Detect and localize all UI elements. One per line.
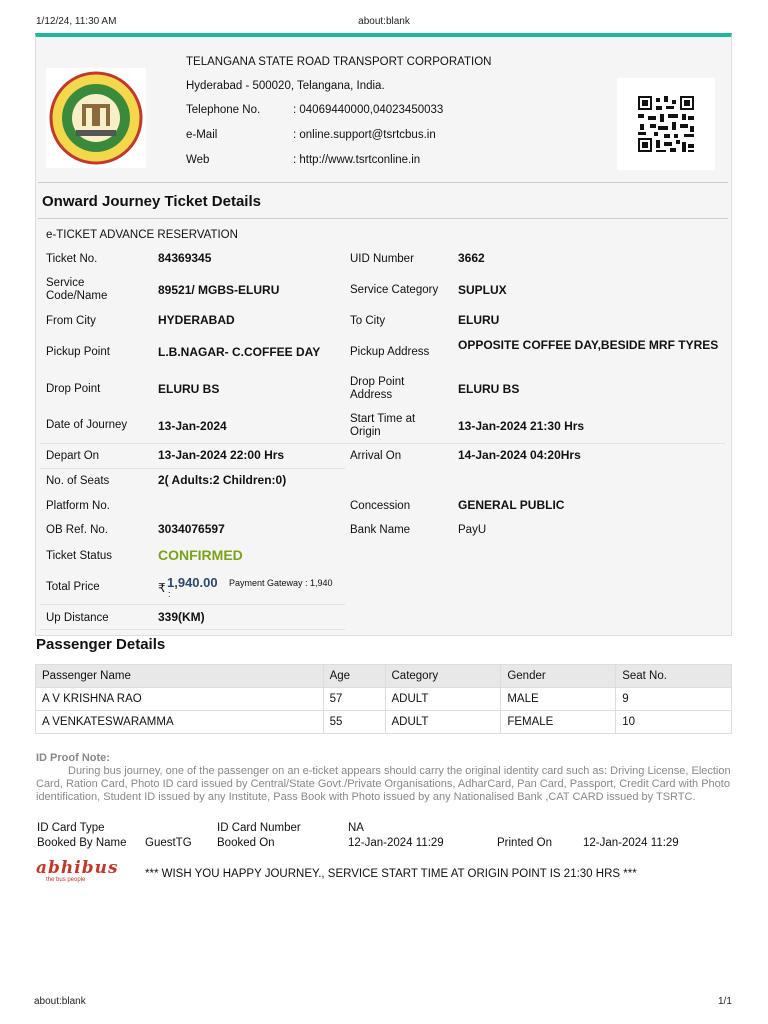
footer-url: about:blank — [34, 996, 86, 1007]
passenger-title: Passenger Details — [36, 636, 166, 653]
web-label: Web — [186, 154, 210, 166]
row-divider — [40, 604, 345, 605]
seats-value: 2( Adults:2 Children:0) — [158, 473, 287, 487]
pickup-address-value: OPPOSITE COFFEE DAY,BESIDE MRF TYRES — [458, 338, 719, 352]
booked-by-value: GuestTG — [145, 837, 192, 849]
id-type-label: ID Card Type — [37, 822, 105, 834]
distance-label: Up Distance — [46, 612, 109, 624]
service-label: Service Code/Name — [46, 277, 108, 302]
gateway-colon: : — [168, 589, 171, 599]
org-address: Hyderabad - 500020, Telangana, India. — [186, 80, 385, 92]
drop-point-value: ELURU BS — [158, 382, 220, 396]
col-seat-no: Seat No. — [616, 665, 732, 688]
table-row — [36, 688, 732, 711]
telephone-value: : 04069440000,04023450033 — [293, 104, 444, 116]
table-row — [36, 711, 732, 734]
telephone-label: Telephone No. — [186, 104, 261, 116]
journey-date-value: 13-Jan-2024 — [158, 419, 227, 433]
from-city-value: HYDERABAD — [158, 313, 235, 327]
printed-on-value: 12-Jan-2024 11:29 — [583, 837, 679, 849]
depart-label: Depart On — [46, 450, 100, 462]
service-value: 89521/ MGBS-ELURU — [158, 283, 280, 297]
uid-label: UID Number — [350, 253, 414, 265]
row-divider — [40, 443, 345, 444]
arrival-value: 14-Jan-2024 04:20Hrs — [458, 448, 581, 462]
rupee-icon: ₹ — [158, 581, 166, 595]
wish-message: *** WISH YOU HAPPY JOURNEY., SERVICE START TIME AT ORIGIN POINT IS 21:30 HRS *** — [145, 868, 637, 880]
pickup-address-label: Pickup Address — [350, 346, 430, 358]
depart-value: 13-Jan-2024 22:00 Hrs — [158, 448, 285, 462]
distance-value: 339(KM) — [158, 610, 205, 624]
row-divider — [40, 468, 345, 469]
title-divider — [38, 218, 728, 219]
drop-point-label: Drop Point — [46, 383, 101, 395]
qr-code — [617, 78, 715, 170]
service-category-label: Service Category — [350, 284, 439, 296]
email-label: e-Mail — [186, 129, 218, 141]
service-category-value: SUPLUX — [458, 283, 507, 297]
col-passenger-name: Passenger Name — [36, 665, 324, 688]
footer-page: 1/1 — [718, 996, 732, 1007]
drop-address-value: ELURU BS — [458, 382, 520, 396]
concession-value: GENERAL PUBLIC — [458, 498, 565, 512]
passenger-name: A VENKATESWARAMMA — [36, 711, 324, 734]
passenger-age: 57 — [323, 688, 385, 711]
from-city-label: From City — [46, 315, 96, 327]
seats-label: No. of Seats — [46, 475, 110, 487]
passenger-gender: FEMALE — [501, 711, 616, 734]
total-price-label: Total Price — [46, 581, 100, 593]
passenger-category: ADULT — [385, 711, 501, 734]
bank-value: PayU — [458, 524, 487, 536]
id-number-value: NA — [348, 822, 364, 834]
ob-ref-label: OB Ref. No. — [46, 524, 108, 536]
total-price-value: 1,940.00 — [167, 575, 218, 590]
payment-gateway: Payment Gateway : 1,940 — [229, 578, 333, 588]
passenger-header-row — [36, 665, 732, 688]
id-proof-note — [36, 752, 736, 804]
passenger-seat: 9 — [616, 688, 732, 711]
print-title: about:blank — [358, 16, 410, 27]
email-value: : online.support@tsrtcbus.in — [293, 129, 436, 141]
row-divider — [40, 629, 345, 630]
header-divider — [38, 182, 728, 183]
id-number-label: ID Card Number — [217, 822, 301, 834]
web-value: : http://www.tsrtconline.in — [293, 154, 421, 166]
passenger-seat: 10 — [616, 711, 732, 734]
booked-on-label: Booked On — [217, 837, 275, 849]
print-datetime: 1/12/24, 11:30 AM — [36, 16, 117, 27]
to-city-label: To City — [350, 315, 386, 327]
platform-label: Platform No. — [46, 500, 110, 512]
passenger-gender: MALE — [501, 688, 616, 711]
ticket-status-badge: CONFIRMED — [158, 547, 243, 563]
pickup-point-value: L.B.NAGAR- C.COFFEE DAY — [158, 345, 321, 359]
printed-on-label: Printed On — [497, 837, 552, 849]
journey-date-label: Date of Journey — [46, 419, 128, 431]
id-proof-title: ID Proof Note: — [36, 752, 110, 764]
bank-label: Bank Name — [350, 524, 411, 536]
start-time-value: 13-Jan-2024 21:30 Hrs — [458, 419, 585, 433]
col-age: Age — [323, 665, 385, 688]
passenger-category: ADULT — [385, 688, 501, 711]
abhibus-logo — [36, 858, 119, 884]
passenger-age: 55 — [323, 711, 385, 734]
id-proof-text: During bus journey, one of the passenger on an e-ticket appears should carry the original identity card such as: Driving License, Election Card, Ration Card, Photo ID card issued by Central/State Govt./Private Organisations, AdharCard, Pan Card, Passport, Credit Card with Photo identification, Student ID issued by any Institute, Pass Book with Photo issued by any Nationalised Bank ,CAT CARD issued by TSRTC. — [36, 765, 731, 803]
col-category: Category — [385, 665, 501, 688]
booked-on-value: 12-Jan-2024 11:29 — [348, 837, 444, 849]
ob-ref-value: 3034076597 — [158, 522, 225, 536]
tsrtc-logo — [46, 68, 146, 168]
ticket-status-label: Ticket Status — [46, 550, 113, 562]
brand-name: abhibus — [36, 858, 119, 878]
passenger-table — [35, 664, 732, 734]
arrival-label: Arrival On — [350, 450, 402, 462]
col-gender: Gender — [501, 665, 616, 688]
reservation-type: e-TICKET ADVANCE RESERVATION — [46, 229, 238, 241]
pickup-point-label: Pickup Point — [46, 346, 110, 358]
org-name: TELANGANA STATE ROAD TRANSPORT CORPORATION — [186, 56, 492, 68]
start-time-label: Start Time at Origin — [350, 413, 416, 438]
ticket-no-label: Ticket No. — [46, 253, 98, 265]
passenger-name: A V KRISHNA RAO — [36, 688, 324, 711]
section-title: Onward Journey Ticket Details — [42, 193, 261, 210]
drop-address-label: Drop Point Address — [350, 376, 405, 401]
booked-by-label: Booked By Name — [37, 837, 127, 849]
uid-value: 3662 — [458, 251, 485, 265]
concession-label: Concession — [350, 500, 411, 512]
ticket-no-value: 84369345 — [158, 251, 212, 265]
to-city-value: ELURU — [458, 313, 500, 327]
row-divider — [345, 443, 725, 444]
brand-tagline: the bus people — [46, 877, 86, 883]
